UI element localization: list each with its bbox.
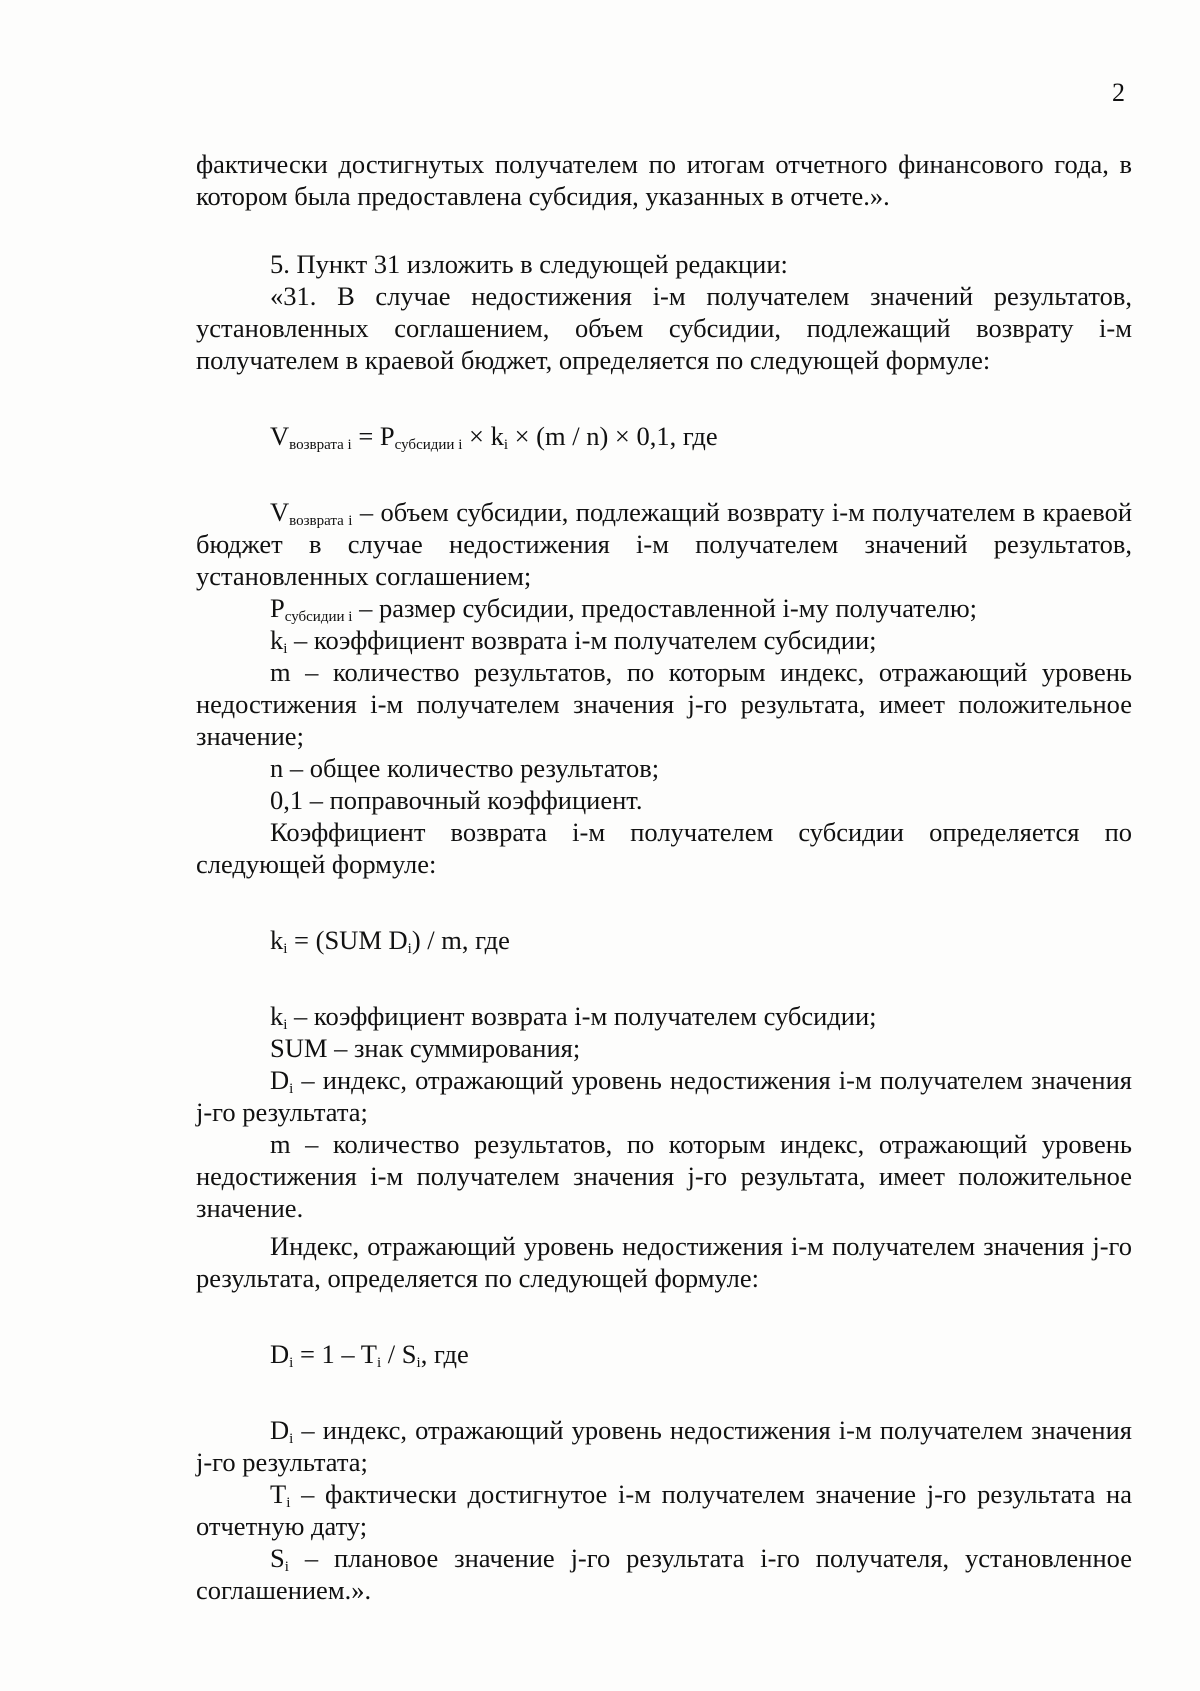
def2-symbol-d: D xyxy=(270,1415,290,1445)
formula2-open: = (SUM xyxy=(287,925,389,955)
formula-symbol-k: k xyxy=(490,421,504,451)
formula2-sub-i: i xyxy=(283,941,288,957)
definition-01: 0,1 – поправочный коэффициент. xyxy=(270,785,643,815)
def-symbol-k: k xyxy=(270,625,284,655)
formula2-symbol-k: k xyxy=(270,925,284,955)
paragraph-item-5: 5. Пункт 31 изложить в следующей редакции: xyxy=(270,249,788,279)
definition-sum: SUM – знак суммирования; xyxy=(270,1033,581,1063)
def-symbol-s: S xyxy=(270,1543,285,1573)
formula3-div: / xyxy=(381,1339,402,1369)
def-sub-s: i xyxy=(284,1559,289,1575)
def-sub-t: i xyxy=(286,1495,291,1511)
formula-tail: × (m / n) × 0,1, где xyxy=(507,421,718,451)
definition-m: m – количество результатов, по которым индекс, отражающий уровень недостижения i-м получателем значения j-го результата, имеет положительное значение; xyxy=(196,657,1132,751)
def-symbol-p: P xyxy=(270,593,285,623)
definition-k2 xyxy=(196,1000,1132,1032)
def-sub-vozvrata: возврата i xyxy=(289,513,353,529)
def-sub-subsidii: субсидии i xyxy=(284,609,353,625)
definition-k xyxy=(196,624,1132,656)
paragraph-continuation: фактически достигнутых получателем по итогам отчетного финансового года, в котором была предоставлена субсидия, указанных в отчете.». xyxy=(196,149,1132,211)
formula-times: × xyxy=(462,421,491,451)
def-symbol-d: D xyxy=(270,1065,290,1095)
def-text-t: – фактически достигнутое i-м получателем значение j-го результата на отчетную дату; xyxy=(196,1479,1132,1541)
formula2-symbol-d: D xyxy=(388,925,408,955)
definition-d xyxy=(196,1064,1132,1128)
paragraph-k-intro: Коэффициент возврата i-м получателем субсидии определяется по следующей формуле: xyxy=(196,817,1132,879)
page-number: 2 xyxy=(1112,78,1125,107)
def-text-k: – коэффициент возврата i-м получателем субсидии; xyxy=(287,625,877,655)
paragraph-point-31: «31. В случае недостижения i-м получателем значений результатов, установленных соглашением, объем субсидии, подлежащий возврату i-м получателем в краевой бюджет, определяется по следующей формуле: xyxy=(196,281,1132,375)
paragraph-d-intro: Индекс, отражающий уровень недостижения i-м получателем значения j-го результата, определяется по следующей формуле: xyxy=(196,1231,1132,1293)
definition-d2 xyxy=(196,1414,1132,1478)
def-text-d: – индекс, отражающий уровень недостижения i-м получателем значения j-го результата; xyxy=(196,1065,1132,1127)
formula-sub-vozvrata: возврата i xyxy=(289,437,352,453)
formula-index xyxy=(196,1338,1132,1370)
formula3-symbol-t: T xyxy=(360,1339,377,1369)
formula3-sub-t: i xyxy=(376,1355,382,1371)
formula3-mid: = 1 – xyxy=(293,1339,361,1369)
formula-sub-subsidii: субсидии i xyxy=(394,437,463,453)
def-sub-d: i xyxy=(289,1081,294,1097)
def2-sub-d: i xyxy=(289,1431,294,1447)
definition-v xyxy=(196,496,1132,592)
formula-symbol-v: V xyxy=(270,421,290,451)
formula3-symbol-d: D xyxy=(270,1339,290,1369)
def2-text-d: – индекс, отражающий уровень недостижения i-м получателем значения j-го результата; xyxy=(196,1415,1132,1477)
document-body xyxy=(196,148,1132,1606)
def2-symbol-k: k xyxy=(270,1001,284,1031)
definition-t xyxy=(196,1478,1132,1542)
formula-symbol-p: P xyxy=(379,421,395,451)
formula3-sub-d: i xyxy=(289,1355,294,1371)
formula-sub-i: i xyxy=(503,437,508,453)
def-symbol-v: V xyxy=(270,497,290,527)
def-text-p: – размер субсидии, предоставленной i-му получателю; xyxy=(352,593,978,623)
def2-text-k: – коэффициент возврата i-м получателем субсидии; xyxy=(287,1001,877,1031)
def-sub-i: i xyxy=(283,641,288,657)
formula-return-coefficient xyxy=(196,924,1132,956)
def-symbol-t: T xyxy=(270,1479,287,1509)
formula-return-volume xyxy=(196,420,1132,452)
formula3-symbol-s: S xyxy=(401,1339,417,1369)
formula3-tail: , где xyxy=(420,1339,469,1369)
formula-eq: = xyxy=(351,421,380,451)
definition-s xyxy=(196,1542,1132,1606)
definition-m2: m – количество результатов, по которым индекс, отражающий уровень недостижения i-м получателем значения j-го результата, имеет положительное значение. xyxy=(196,1129,1132,1223)
definition-n: n – общее количество результатов; xyxy=(270,753,660,783)
formula3-sub-s: i xyxy=(416,1355,421,1371)
definition-p xyxy=(196,592,1132,624)
formula2-sub-d: i xyxy=(407,941,412,957)
def-text-v: – объем субсидии, подлежащий возврату i-м получателем в краевой бюджет в случае недостижения i-м получателем значений результатов, установленных соглашением; xyxy=(196,497,1132,591)
def-text-s: – плановое значение j-го результата i-го получателя, установленное соглашением.». xyxy=(196,1543,1132,1605)
formula2-tail: ) / m, где xyxy=(411,925,510,955)
def2-sub-i: i xyxy=(283,1017,288,1033)
